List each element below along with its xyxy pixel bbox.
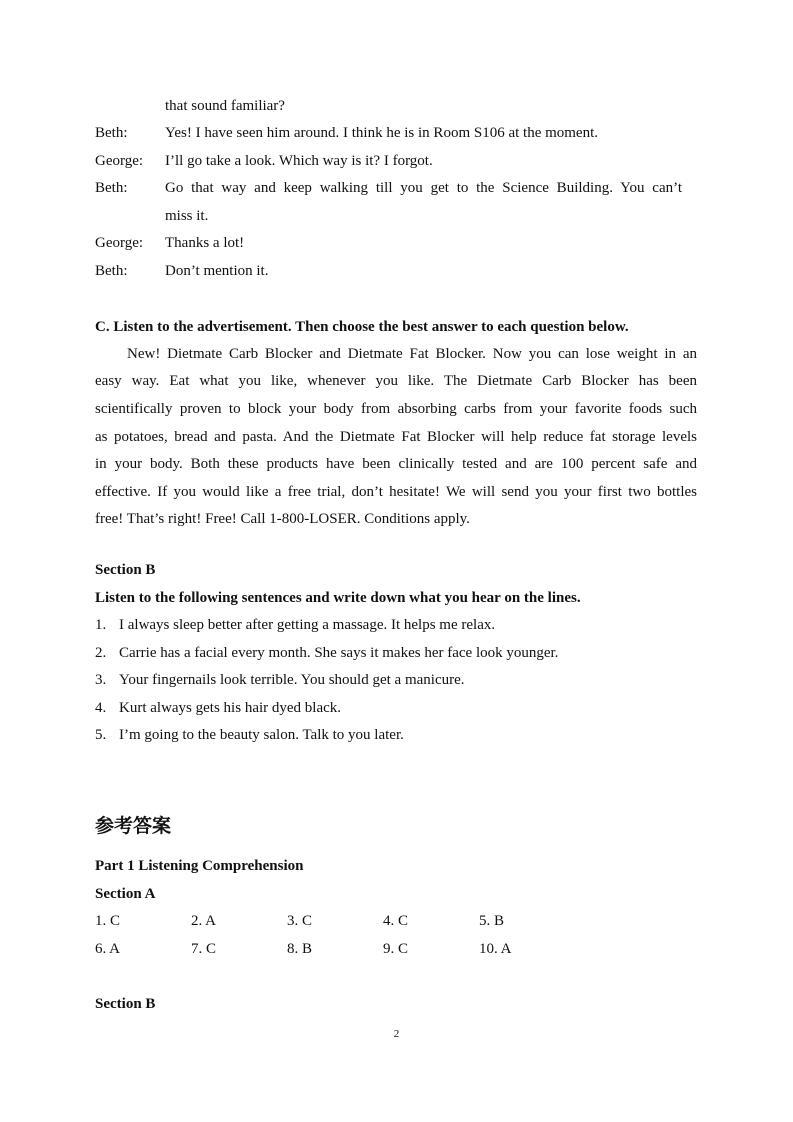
speaker-name: George: [95,153,144,169]
dialogue-text: Don’t mention it. [165,263,269,279]
answer-item: 4. C [383,913,409,929]
section-b-title: Section B [95,562,156,578]
answer-item: 9. C [383,941,409,957]
item-text: Your fingernails look terrible. You should get a manicure. [119,672,465,688]
speaker-name: George: [95,235,144,251]
item-number: 3. [95,672,107,688]
list-item [95,616,496,634]
answer-item: 2. A [191,913,217,929]
answer-item: 3. C [287,913,313,929]
paragraph-line: New! Dietmate Carb Blocker and Dietmate Fat Blocker. Now you can lose weight in an [127,346,697,362]
speaker-name: Beth: [95,263,128,279]
part-heading: Part 1 Listening Comprehension [95,858,304,874]
section-c-heading: C. Listen to the advertisement. Then choose the best answer to each question below. [95,319,629,335]
answer-item: 5. B [479,913,505,929]
dialogue-text: Thanks a lot! [165,235,245,251]
dialogue-text: miss it. [165,208,209,224]
item-text: I’m going to the beauty salon. Talk to you later. [119,727,404,743]
dialogue-text: Yes! I have seen him around. I think he is in Room S106 at the moment. [165,125,599,141]
paragraph-line: scientifically proven to block your body from absorbing carbs from your favorite foods such [95,401,697,417]
list-item [95,644,559,662]
list-item [95,699,342,717]
answer-item: 10. A [479,941,512,957]
item-number: 1. [95,617,107,633]
item-text: Carrie has a facial every month. She says it makes her face look younger. [119,645,559,661]
list-item [95,726,404,744]
speaker-name: Beth: [95,180,128,196]
answer-section-b-title: Section B [95,996,156,1012]
section-a-title: Section A [95,886,156,902]
paragraph-line: effective. If you would like a free trial, don’t hesitate! We will send you your first two bottles [95,484,697,500]
paragraph-line: easy way. Eat what you like, whenever you like. The Dietmate Carb Blocker has been [95,373,697,389]
dialogue-text: I’ll go take a look. Which way is it? I forgot. [165,153,433,169]
item-number: 4. [95,700,107,716]
answer-key-title: 参考答案 [95,815,172,837]
paragraph-line: free! That’s right! Free! Call 1-800-LOSER. Conditions apply. [95,511,470,527]
dialogue-text: that sound familiar? [165,98,285,114]
answer-item: 6. A [95,941,121,957]
speaker-name: Beth: [95,125,128,141]
item-text: I always sleep better after getting a massage. It helps me relax. [119,617,496,633]
item-number: 2. [95,645,107,661]
item-text: Kurt always gets his hair dyed black. [119,700,342,716]
paragraph-line: as potatoes, bread and pasta. And the Dietmate Fat Blocker will help reduce fat storage levels [95,429,697,445]
page-number: 2 [393,1028,400,1040]
section-b-instruction: Listen to the following sentences and write down what you hear on the lines. [95,590,581,606]
list-item [95,671,465,689]
answer-item: 7. C [191,941,217,957]
answer-item: 8. B [287,941,313,957]
answer-item: 1. C [95,913,121,929]
item-number: 5. [95,727,107,743]
dialogue-text: Go that way and keep walking till you get to the Science Building. You can’t [165,180,682,196]
paragraph-line: in your body. Both these products have been clinically tested and are 100 percent safe and [95,456,697,472]
